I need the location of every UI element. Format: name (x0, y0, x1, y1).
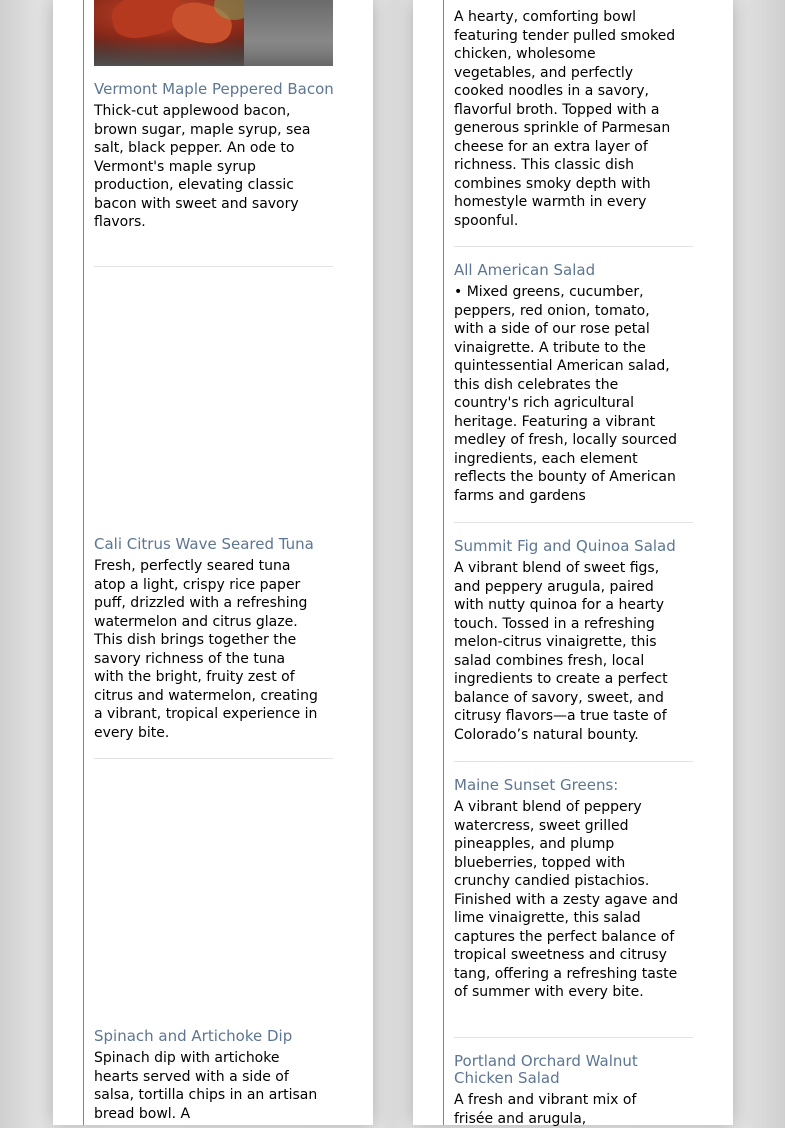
menu-column-left (53, 0, 373, 1125)
menu-item-title: Summit Fig and Quinoa Salad (454, 537, 676, 555)
item-divider (94, 758, 333, 759)
item-divider (94, 266, 333, 267)
menu-item-all-american-salad (454, 262, 694, 505)
menu-item-title: Portland Orchard Walnut Chicken Salad (454, 1052, 638, 1087)
bacon-photo (94, 0, 333, 66)
menu-item-description: Spinach dip with artichoke hearts served with a side of salsa, tortilla chips in an artisan bread bowl. A (94, 1050, 318, 1122)
menu-item-title: Spinach and Artichoke Dip (94, 1027, 293, 1045)
menu-item-title: Cali Citrus Wave Seared Tuna (94, 535, 314, 553)
item-divider (454, 522, 693, 523)
column-rule (83, 0, 84, 1125)
menu-item-description: A hearty, comforting bowl featuring tender pulled smoked chicken, wholesome vegetables, and perfectly cooked noodles in a savory, flavorful broth. Topped with a generous sprinkle of Parmesan cheese for an extra layer of richness. This classic dish combines smoky depth with homestyle warmth in every spoonful. (454, 9, 676, 229)
menu-item-maple-bacon (94, 81, 334, 232)
menu-item-title: Vermont Maple Peppered Bacon (94, 80, 334, 98)
menu-item-description: A vibrant blend of sweet figs, and peppery arugula, paired with nutty quinoa for a hearty touch. Tossed in a refreshing melon-citrus vinaigrette, this salad combines fresh, local ingredients to create a perfect balance of savory, sweet, and citrusy flavors—a true taste of Colorado’s natural bounty. (454, 560, 668, 743)
menu-item-description: Fresh, perfectly seared tuna atop a light, crispy rice paper puff, drizzled with a refreshing watermelon and citrus glaze. This dish brings together the savory richness of the tuna with the bright, fruity zest of citrus and watermelon, creating a vibrant, tropical experience in every bite. (94, 558, 318, 741)
menu-item-description: Thick-cut applewood bacon, brown sugar, maple syrup, sea salt, black pepper. An ode to Vermont's maple syrup production, elevating classic bacon with sweet and savory flavors. (94, 103, 311, 230)
menu-item-smoked-chicken-soup (454, 8, 694, 230)
menu-item-spinach-dip (94, 1028, 334, 1123)
item-divider (454, 1037, 693, 1038)
menu-item-title: All American Salad (454, 261, 596, 279)
menu-item-description: A vibrant blend of peppery watercress, sweet grilled pineapples, and plump blueberries, topped with crunchy candied pistachios. Finished with a zesty agave and lime vinaigrette, this salad captures the perfect balance of tropical sweetness and citrusy tang, offering a refreshing taste of summer with every bite. (454, 799, 679, 1000)
item-divider (454, 246, 693, 247)
menu-item-description: A fresh and vibrant mix of frisée and arugula, (454, 1092, 637, 1127)
menu-item-description: • Mixed greens, cucumber, peppers, red onion, tomato, with a side of our rose petal vinaigrette. A tribute to the quintessential American salad, this dish celebrates the country's rich agricultural heritage. Featuring a vibrant medley of fresh, locally sourced ingredients, each element reflects the bounty of American farms and gardens (454, 284, 678, 504)
item-divider (454, 761, 693, 762)
menu-item-maine-sunset-greens (454, 777, 694, 1002)
menu-column-right (413, 0, 733, 1125)
menu-item-seared-tuna (94, 536, 334, 742)
column-rule (443, 0, 444, 1125)
menu-item-summit-fig-salad (454, 538, 694, 744)
menu-item-title: Maine Sunset Greens: (454, 776, 619, 794)
menu-item-portland-walnut-salad (454, 1053, 694, 1128)
